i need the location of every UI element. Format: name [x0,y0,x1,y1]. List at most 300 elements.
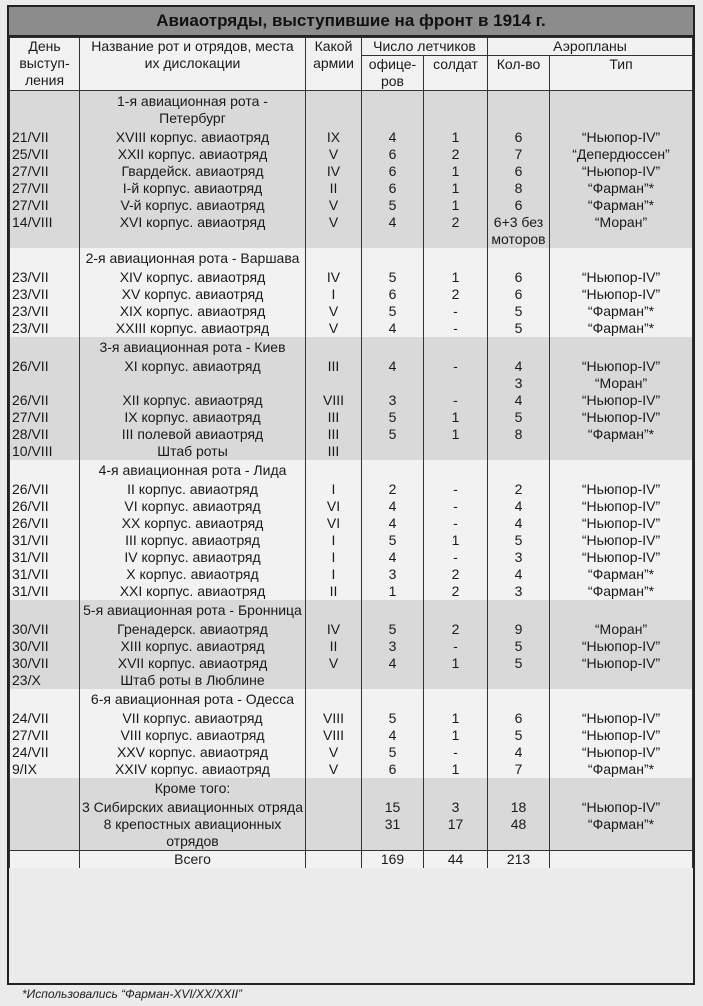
cell-name: XXIV корпус. авиаотряд [80,761,306,778]
cell-army: V [306,146,362,163]
cell-type: “Моран” [550,214,693,248]
table-row [10,515,693,532]
cell-type: “Депердюссен” [550,146,693,163]
table-row [10,549,693,566]
cell-soldiers [424,672,488,689]
cell-day: 30/VII [10,621,80,638]
table-row [10,638,693,655]
cell-army: VIII [306,392,362,409]
cell-name: IV корпус. авиаотряд [80,549,306,566]
cell-soldiers: - [424,744,488,761]
cell-army [306,672,362,689]
table-row [10,655,693,672]
cell-type: “Ньюпор-IV” [550,515,693,532]
group-cell-type [550,91,693,130]
cell-name: IX корпус. авиаотряд [80,409,306,426]
cell-day: 31/VII [10,566,80,583]
group-cell-army [306,778,362,799]
table-row [10,146,693,163]
table-row [10,214,693,248]
group-cell-army [306,91,362,130]
group-cell-soldiers [424,778,488,799]
cell-count: 5 [488,303,550,320]
cell-army: I [306,532,362,549]
cell-count: 6 [488,163,550,180]
group-cell-soldiers [424,337,488,358]
cell-day: 26/VII [10,498,80,515]
cell-day: 30/VII [10,638,80,655]
cell-army: I [306,549,362,566]
cell-army: V [306,761,362,778]
cell-day: 27/VII [10,180,80,197]
table-row [10,566,693,583]
cell-type: “Фарман”* [550,566,693,583]
header-army: Какой армии [306,38,362,91]
header-planes: Аэропланы [488,38,693,56]
cell-army: V [306,197,362,214]
group-cell-count [488,460,550,481]
group-title: 3-я авиационная рота - Киев [80,337,306,358]
cell-soldiers: 1 [424,655,488,672]
group-title: 2-я авиационная рота - Варшава [80,248,306,269]
cell-day: 26/VII [10,358,80,392]
cell-count: 7 [488,761,550,778]
cell-name: XX корпус. авиаотряд [80,515,306,532]
cell-soldiers: 1 [424,710,488,727]
cell-name: XIII корпус. авиаотряд [80,638,306,655]
group-header-row [10,778,693,799]
cell-day: 23/VII [10,269,80,286]
cell-officers [362,672,424,689]
cell-count: 4 [488,566,550,583]
table-row [10,727,693,744]
cell-count: 8 [488,426,550,443]
group-cell-soldiers [424,600,488,621]
table-row [10,498,693,515]
table-row [10,269,693,286]
table-row [10,320,693,337]
cell-count [488,672,550,689]
cell-officers: 4 [362,549,424,566]
cell-soldiers: - [424,498,488,515]
cell-army: II [306,180,362,197]
table-body [10,91,693,869]
cell-soldiers: 2 [424,621,488,638]
cell-army: V [306,744,362,761]
cell-officers: 4 [362,320,424,337]
group-title: 6-я авиационная рота - Одесса [80,689,306,710]
cell-count: 4 [488,392,550,409]
cell-name: XVIII корпус. авиаотряд [80,129,306,146]
cell-type: “Ньюпор-IV” [550,286,693,303]
cell-name: VIII корпус. авиаотряд [80,727,306,744]
cell-officers: 2 [362,481,424,498]
group-cell-army [306,689,362,710]
cell-soldiers: 1 [424,197,488,214]
cell-army: V [306,655,362,672]
table-frame [7,5,695,985]
cell-count: 6 [488,197,550,214]
group-cell-type [550,460,693,481]
cell-name: Гренадерск. авиаотряд [80,621,306,638]
cell-day: 24/VII [10,710,80,727]
cell-count: 3 [488,583,550,600]
group-cell-soldiers [424,91,488,130]
cell-day: 24/VII [10,744,80,761]
cell-officers: 4 [362,214,424,248]
header-type: Тип [550,56,693,91]
cell-count: 5 [488,727,550,744]
cell-name: XIV корпус. авиаотряд [80,269,306,286]
cell-army: V [306,320,362,337]
cell-count: 8 [488,180,550,197]
cell-soldiers: 17 [424,816,488,851]
total-officers: 169 [362,851,424,869]
cell-officers: 5 [362,303,424,320]
cell-name: XVI корпус. авиаотряд [80,214,306,248]
table-row [10,816,693,851]
header-count: Кол-во [488,56,550,91]
cell-day: 27/VII [10,727,80,744]
cell-name: XV корпус. авиаотряд [80,286,306,303]
cell-soldiers: 2 [424,583,488,600]
cell-army [306,799,362,816]
cell-name: VII корпус. авиаотряд [80,710,306,727]
cell-soldiers: 1 [424,180,488,197]
cell-army: II [306,638,362,655]
cell-army: III [306,409,362,426]
cell-name: VI корпус. авиаотряд [80,498,306,515]
cell-officers: 5 [362,532,424,549]
total-label: Всего [80,851,306,869]
cell-officers: 6 [362,163,424,180]
cell-count: 7 [488,146,550,163]
total-empty-cell [550,851,693,869]
cell-officers: 4 [362,727,424,744]
cell-type: “Ньюпор-IV” [550,481,693,498]
group-header-row [10,689,693,710]
cell-type: “Ньюпор-IV” [550,710,693,727]
table-row [10,197,693,214]
cell-type: “Фарман”* [550,180,693,197]
cell-army: V [306,303,362,320]
cell-count: 6+3 без моторов [488,214,550,248]
cell-type: “Ньюпор-IV” [550,549,693,566]
group-cell-count [488,337,550,358]
cell-name: XVII корпус. авиаотряд [80,655,306,672]
cell-army: II [306,583,362,600]
footnote: *Использовались “Фарман-XVI/XX/XXII” [22,987,243,1001]
cell-name: XII корпус. авиаотряд [80,392,306,409]
table-row [10,672,693,689]
total-soldiers: 44 [424,851,488,869]
group-cell-army [306,248,362,269]
cell-army: III [306,443,362,460]
cell-army: I [306,286,362,303]
cell-soldiers: 1 [424,409,488,426]
group-cell-count [488,600,550,621]
table-row [10,799,693,816]
cell-name: Штаб роты [80,443,306,460]
cell-officers: 5 [362,621,424,638]
cell-officers: 3 [362,638,424,655]
table-title: Авиаотряды, выступившие на фронт в 1914 г. [9,7,693,37]
cell-officers: 4 [362,129,424,146]
cell-type: “Фарман”* [550,583,693,600]
table-row [10,532,693,549]
group-cell-day [10,91,80,130]
cell-day: 21/VII [10,129,80,146]
cell-name: III полевой авиаотряд [80,426,306,443]
cell-name: 8 крепостных авиационных отрядов [80,816,306,851]
group-cell-officers [362,91,424,130]
group-cell-army [306,460,362,481]
cell-army: VI [306,515,362,532]
cell-type: “Ньюпор-IV” [550,638,693,655]
group-header-row [10,248,693,269]
group-cell-army [306,337,362,358]
group-cell-soldiers [424,460,488,481]
cell-officers: 6 [362,761,424,778]
group-title: Кроме того: [80,778,306,799]
table-row [10,583,693,600]
group-cell-count [488,248,550,269]
cell-soldiers: 1 [424,761,488,778]
aviation-table [9,37,693,868]
cell-army: IV [306,621,362,638]
cell-soldiers: 1 [424,129,488,146]
cell-day: 27/VII [10,409,80,426]
group-cell-day [10,337,80,358]
group-cell-type [550,248,693,269]
total-row [10,851,693,869]
cell-army: VIII [306,710,362,727]
group-header-row [10,91,693,130]
cell-day: 28/VII [10,426,80,443]
total-empty-cell [306,851,362,869]
cell-count: 48 [488,816,550,851]
cell-type: “Ньюпор-IV” [550,269,693,286]
cell-name: XIX корпус. авиаотряд [80,303,306,320]
table-row [10,621,693,638]
cell-day: 26/VII [10,481,80,498]
group-cell-day [10,248,80,269]
cell-soldiers: - [424,303,488,320]
table-row [10,761,693,778]
cell-soldiers: 1 [424,532,488,549]
group-cell-type [550,600,693,621]
group-cell-type [550,778,693,799]
cell-soldiers: - [424,320,488,337]
cell-soldiers: - [424,392,488,409]
cell-soldiers: 3 [424,799,488,816]
cell-count: 4 [488,515,550,532]
cell-count: 5 [488,409,550,426]
cell-day: 25/VII [10,146,80,163]
cell-officers: 15 [362,799,424,816]
group-title: 4-я авиационная рота - Лида [80,460,306,481]
cell-officers: 3 [362,566,424,583]
cell-type: “Моран” [550,621,693,638]
group-cell-army [306,600,362,621]
group-cell-day [10,689,80,710]
cell-day: 26/VII [10,515,80,532]
cell-type: “Фарман”* [550,816,693,851]
cell-count: 5 [488,655,550,672]
cell-name: XXV корпус. авиаотряд [80,744,306,761]
table-row [10,392,693,409]
group-cell-officers [362,689,424,710]
cell-count: 5 [488,638,550,655]
group-header-row [10,460,693,481]
cell-type: “Ньюпор-IV” [550,498,693,515]
cell-army: VIII [306,727,362,744]
table-row [10,180,693,197]
cell-day: 31/VII [10,583,80,600]
cell-day: 23/VII [10,303,80,320]
cell-name: Гвардейск. авиаотряд [80,163,306,180]
cell-count: 5 [488,532,550,549]
cell-name: X корпус. авиаотряд [80,566,306,583]
cell-day [10,799,80,816]
cell-officers: 5 [362,197,424,214]
cell-type [550,672,693,689]
cell-name: V-й корпус. авиаотряд [80,197,306,214]
cell-type: “Ньюпор-IV” [550,744,693,761]
cell-army: III [306,426,362,443]
cell-type [550,443,693,460]
cell-type: “Ньюпор-IV” [550,799,693,816]
cell-soldiers: 2 [424,566,488,583]
total-empty-cell [10,851,80,869]
cell-day [10,816,80,851]
cell-count: 5 [488,320,550,337]
cell-day: 27/VII [10,163,80,180]
cell-officers: 4 [362,498,424,515]
cell-type: “Фарман”* [550,761,693,778]
group-cell-officers [362,460,424,481]
cell-soldiers: 2 [424,146,488,163]
group-cell-count [488,91,550,130]
table-row [10,744,693,761]
table-row [10,358,693,392]
cell-type: “Ньюпор-IV” [550,392,693,409]
cell-day: 23/VII [10,320,80,337]
cell-soldiers: - [424,549,488,566]
cell-officers: 4 [362,358,424,392]
cell-army: IV [306,163,362,180]
table-row [10,303,693,320]
cell-name: II корпус. авиаотряд [80,481,306,498]
cell-officers [362,443,424,460]
cell-army: IV [306,269,362,286]
cell-day: 10/VIII [10,443,80,460]
cell-day: 23/VII [10,286,80,303]
cell-count: 4 [488,744,550,761]
cell-count [488,443,550,460]
cell-type: “Ньюпор-IV” [550,129,693,146]
table-row [10,129,693,146]
cell-type: “Ньюпор-IV” [550,532,693,549]
cell-day: 31/VII [10,549,80,566]
group-cell-soldiers [424,689,488,710]
cell-day: 9/IX [10,761,80,778]
group-cell-officers [362,778,424,799]
cell-officers: 5 [362,426,424,443]
cell-officers: 5 [362,710,424,727]
table-row [10,409,693,426]
cell-type: “Ньюпор-IV” “Моран” [550,358,693,392]
header-day: День выступ- ления [10,38,80,91]
group-cell-day [10,778,80,799]
cell-officers: 4 [362,515,424,532]
cell-day: 26/VII [10,392,80,409]
cell-count: 2 [488,481,550,498]
cell-count: 6 [488,710,550,727]
cell-name: Штаб роты в Люблине [80,672,306,689]
cell-army: III [306,358,362,392]
cell-army: V [306,214,362,248]
cell-army: IX [306,129,362,146]
cell-count: 4 [488,498,550,515]
cell-name: III корпус. авиаотряд [80,532,306,549]
cell-count: 18 [488,799,550,816]
table-row [10,481,693,498]
cell-type: “Фарман”* [550,426,693,443]
cell-officers: 1 [362,583,424,600]
table-row [10,710,693,727]
group-cell-officers [362,248,424,269]
cell-count: 3 [488,549,550,566]
cell-count: 6 [488,129,550,146]
cell-type: “Фарман”* [550,303,693,320]
cell-soldiers [424,443,488,460]
cell-officers: 6 [362,286,424,303]
group-cell-day [10,600,80,621]
group-cell-officers [362,600,424,621]
header-name: Название рот и отрядов, места их дислокации [80,38,306,91]
cell-officers: 5 [362,409,424,426]
cell-count: 6 [488,286,550,303]
cell-day: 30/VII [10,655,80,672]
cell-name: XXII корпус. авиаотряд [80,146,306,163]
group-cell-day [10,460,80,481]
cell-day: 23/X [10,672,80,689]
table-row [10,163,693,180]
cell-army: VI [306,498,362,515]
group-cell-soldiers [424,248,488,269]
cell-officers: 4 [362,655,424,672]
cell-soldiers: 1 [424,269,488,286]
cell-soldiers: 1 [424,426,488,443]
group-title: 1-я авиационная рота - Петербург [80,91,306,130]
cell-name: I-й корпус. авиаотряд [80,180,306,197]
group-cell-type [550,689,693,710]
cell-soldiers: 2 [424,214,488,248]
cell-name: 3 Сибирских авиационных отряда [80,799,306,816]
table-row [10,443,693,460]
cell-soldiers: - [424,358,488,392]
header-pilots: Число летчиков [362,38,488,56]
cell-soldiers: 1 [424,727,488,744]
cell-officers: 6 [362,146,424,163]
group-cell-count [488,778,550,799]
cell-type: “Ньюпор-IV” [550,727,693,744]
cell-type: “Фарман”* [550,197,693,214]
cell-soldiers: - [424,638,488,655]
cell-soldiers: 2 [424,286,488,303]
cell-officers: 6 [362,180,424,197]
